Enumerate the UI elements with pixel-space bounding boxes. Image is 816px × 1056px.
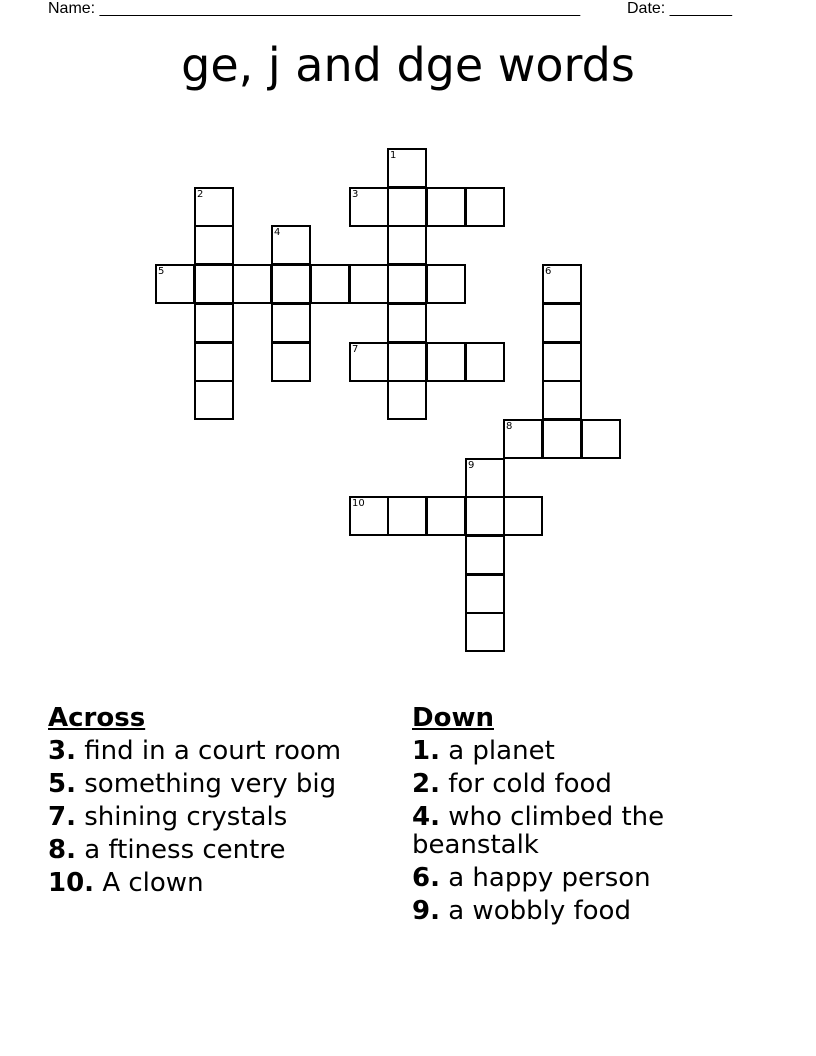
crossword-cell[interactable] xyxy=(349,342,389,382)
crossword-cell[interactable] xyxy=(271,303,311,343)
down-clue xyxy=(412,770,702,798)
clue-text: who climbed the beanstalk xyxy=(412,802,665,860)
crossword-cell[interactable] xyxy=(465,458,505,498)
clue-number: 7. xyxy=(48,802,76,832)
crossword-cell[interactable] xyxy=(426,342,466,382)
crossword-cell[interactable] xyxy=(581,419,621,459)
cell-number: 9 xyxy=(468,460,475,471)
across-clues xyxy=(48,702,388,902)
cell-number: 1 xyxy=(390,150,397,161)
across-clue xyxy=(48,770,388,798)
clue-text: shining crystals xyxy=(84,802,288,832)
crossword-cell[interactable] xyxy=(542,380,582,420)
crossword-cell[interactable] xyxy=(194,264,234,304)
clue-text: a ftiness centre xyxy=(84,835,286,865)
clue-number: 9. xyxy=(412,896,440,926)
crossword-cell[interactable] xyxy=(465,574,505,614)
crossword-cell[interactable] xyxy=(465,342,505,382)
cell-number: 2 xyxy=(197,189,204,200)
crossword-cell[interactable] xyxy=(349,264,389,304)
clue-text: a happy person xyxy=(448,863,651,893)
clue-text: a planet xyxy=(448,736,555,766)
crossword-cell[interactable] xyxy=(349,496,389,536)
crossword-cell[interactable] xyxy=(194,303,234,343)
crossword-cell[interactable] xyxy=(542,342,582,382)
down-clues xyxy=(412,702,702,930)
crossword-cell[interactable] xyxy=(426,187,466,227)
name-label: Name: xyxy=(48,0,96,17)
clue-text: find in a court room xyxy=(84,736,342,766)
crossword-cell[interactable] xyxy=(387,264,427,304)
crossword-cell[interactable] xyxy=(387,187,427,227)
clue-number: 2. xyxy=(412,769,440,799)
crossword-cell[interactable] xyxy=(387,303,427,343)
across-clue xyxy=(48,803,388,831)
crossword-cell[interactable] xyxy=(465,187,505,227)
crossword-cell[interactable] xyxy=(271,264,311,304)
clue-text: something very big xyxy=(84,769,337,799)
clue-number: 3. xyxy=(48,736,76,766)
cell-number: 4 xyxy=(274,227,281,238)
across-clue xyxy=(48,869,388,897)
crossword-cell[interactable] xyxy=(194,187,234,227)
down-heading: Down xyxy=(412,703,494,733)
down-clue xyxy=(412,864,702,892)
date-label: Date: xyxy=(627,0,666,17)
across-clue xyxy=(48,737,388,765)
clue-number: 8. xyxy=(48,835,76,865)
down-clue xyxy=(412,737,702,765)
crossword-cell[interactable] xyxy=(194,342,234,382)
crossword-cell[interactable] xyxy=(387,148,427,188)
crossword-cell[interactable] xyxy=(194,225,234,265)
across-heading: Across xyxy=(48,703,146,733)
crossword-cell[interactable] xyxy=(503,419,543,459)
name-blank-line[interactable]: ______________________________________________________ xyxy=(95,0,581,17)
date-blank-line[interactable]: _______ xyxy=(665,0,732,17)
crossword-cell[interactable] xyxy=(542,264,582,304)
clue-number: 10. xyxy=(48,868,95,898)
crossword-cell[interactable] xyxy=(426,264,466,304)
cell-number: 5 xyxy=(158,266,165,277)
crossword-cell[interactable] xyxy=(271,342,311,382)
down-clue xyxy=(412,803,702,859)
crossword-cell[interactable] xyxy=(387,342,427,382)
crossword-cell[interactable] xyxy=(387,380,427,420)
crossword-cell[interactable] xyxy=(349,187,389,227)
crossword-cell[interactable] xyxy=(426,496,466,536)
crossword-cell[interactable] xyxy=(310,264,350,304)
clue-text: A clown xyxy=(102,868,204,898)
crossword-cell[interactable] xyxy=(194,380,234,420)
clue-number: 1. xyxy=(412,736,440,766)
crossword-cell[interactable] xyxy=(465,612,505,652)
clue-number: 4. xyxy=(412,802,440,832)
crossword-cell[interactable] xyxy=(542,303,582,343)
across-clue xyxy=(48,836,388,864)
crossword-cell[interactable] xyxy=(155,264,195,304)
cell-number: 3 xyxy=(352,189,359,200)
crossword-cell[interactable] xyxy=(542,419,582,459)
page-title: ge, j and dge words xyxy=(181,38,635,92)
crossword-cell[interactable] xyxy=(232,264,272,304)
crossword-cell[interactable] xyxy=(465,535,505,575)
clue-text: for cold food xyxy=(448,769,612,799)
crossword-cell[interactable] xyxy=(387,225,427,265)
cell-number: 10 xyxy=(352,498,365,509)
clue-text: a wobbly food xyxy=(448,896,631,926)
cell-number: 8 xyxy=(506,421,513,432)
crossword-cell[interactable] xyxy=(271,225,311,265)
cell-number: 6 xyxy=(545,266,552,277)
clue-number: 6. xyxy=(412,863,440,893)
crossword-cell[interactable] xyxy=(503,496,543,536)
down-clue xyxy=(412,897,702,925)
clue-number: 5. xyxy=(48,769,76,799)
crossword-cell[interactable] xyxy=(465,496,505,536)
crossword-cell[interactable] xyxy=(387,496,427,536)
cell-number: 7 xyxy=(352,344,359,355)
